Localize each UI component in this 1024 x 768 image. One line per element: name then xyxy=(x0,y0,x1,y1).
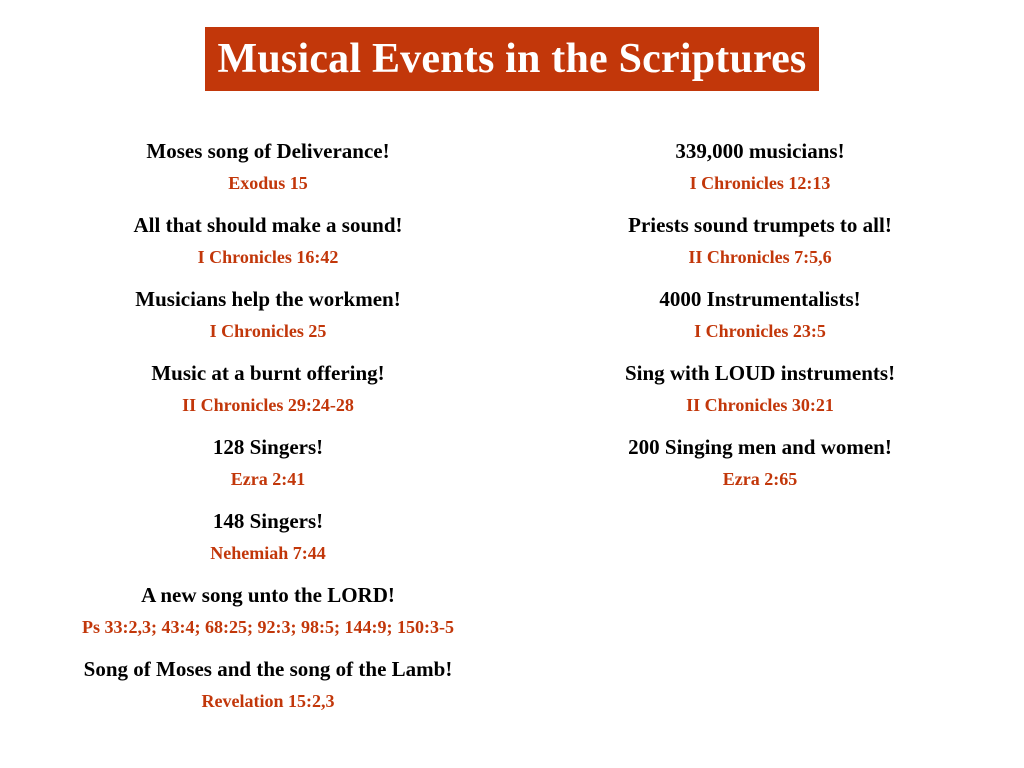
event-title: 339,000 musicians! xyxy=(675,139,845,163)
event-title: Music at a burnt offering! xyxy=(151,361,385,385)
event-title: Sing with LOUD instruments! xyxy=(624,361,896,385)
right-column xyxy=(510,136,1010,506)
event-title: 4000 Instrumentalists! xyxy=(659,287,861,311)
scripture-reference: I Chronicles 23:5 xyxy=(694,321,826,341)
scripture-reference: Ezra 2:41 xyxy=(230,469,306,489)
event-title: Priests sound trumpets to all! xyxy=(628,213,892,237)
scripture-reference: II Chronicles 29:24-28 xyxy=(182,395,354,415)
event-entry xyxy=(18,506,518,580)
page-title: Musical Events in the Scriptures xyxy=(205,27,820,91)
left-column xyxy=(18,136,518,728)
event-entry xyxy=(18,654,518,728)
event-title: All that should make a sound! xyxy=(133,213,403,237)
event-entry xyxy=(510,210,1010,284)
event-title: Musicians help the workmen! xyxy=(135,287,401,311)
event-entry xyxy=(510,284,1010,358)
event-entry xyxy=(18,358,518,432)
event-entry xyxy=(510,136,1010,210)
event-entry xyxy=(18,432,518,506)
scripture-reference: Revelation 15:2,3 xyxy=(201,691,335,711)
scripture-reference: I Chronicles 16:42 xyxy=(197,247,339,267)
event-title: 200 Singing men and women! xyxy=(628,435,892,459)
scripture-reference: I Chronicles 25 xyxy=(209,321,327,341)
event-title: 128 Singers! xyxy=(212,435,324,459)
scripture-reference: Exodus 15 xyxy=(228,173,308,193)
event-title: Moses song of Deliverance! xyxy=(146,139,390,163)
event-entry xyxy=(18,136,518,210)
scripture-reference: I Chronicles 12:13 xyxy=(689,173,831,193)
event-title: Song of Moses and the song of the Lamb! xyxy=(83,657,453,681)
scripture-reference: Ps 33:2,3; 43:4; 68:25; 92:3; 98:5; 144:9; 150:3-5 xyxy=(82,617,454,637)
event-entry xyxy=(18,284,518,358)
event-entry xyxy=(510,358,1010,432)
scripture-reference: II Chronicles 30:21 xyxy=(686,395,834,415)
scripture-reference: II Chronicles 7:5,6 xyxy=(688,247,832,267)
scripture-reference: Nehemiah 7:44 xyxy=(210,543,326,563)
event-title: A new song unto the LORD! xyxy=(141,583,395,607)
event-entry xyxy=(18,580,518,654)
scripture-reference: Ezra 2:65 xyxy=(722,469,798,489)
event-entry xyxy=(510,432,1010,506)
title-bar xyxy=(0,27,1024,91)
event-title: 148 Singers! xyxy=(212,509,324,533)
event-entry xyxy=(18,210,518,284)
